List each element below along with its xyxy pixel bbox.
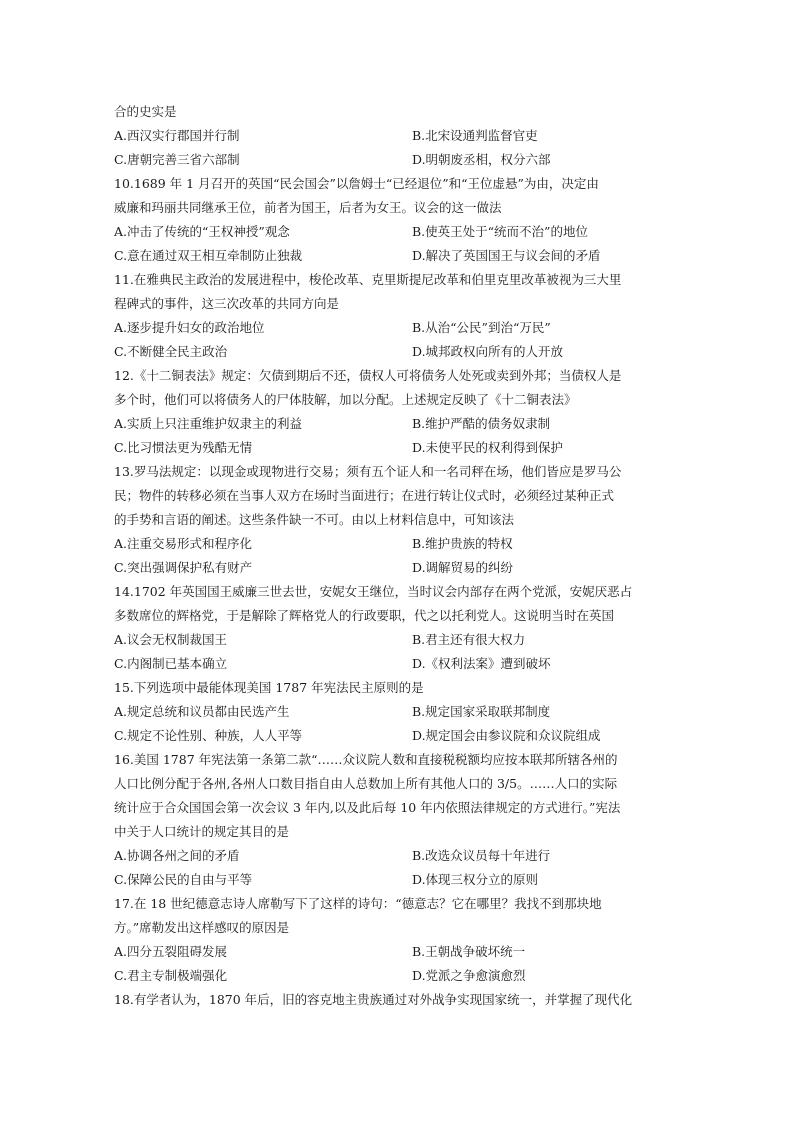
option-row [114, 940, 684, 964]
question-13 [114, 460, 684, 580]
option-b[interactable]: B.使英王处于“统而不治”的地位 [412, 224, 588, 239]
question-text: 12.《十二铜表法》规定：欠债到期后不还，债权人可将债务人处死或卖到外邦；当债权人是 [114, 368, 622, 383]
question-15 [114, 676, 684, 748]
option-row [114, 868, 684, 892]
option-row [114, 316, 684, 340]
option-row [114, 556, 684, 580]
question-text: 方。”席勒发出这样感叹的原因是 [114, 920, 290, 935]
option-a[interactable]: A.注重交易形式和程序化 [114, 536, 253, 551]
question-text: 15.下列选项中最能体现美国 1787 年宪法民主原则的是 [114, 680, 424, 695]
question-text: 14.1702 年英国国王威廉三世去世，安妮女王继位，当时议会内部存在两个党派，安妮厌恶占 [114, 584, 633, 599]
option-a[interactable]: A.西汉实行郡国并行制 [114, 128, 240, 143]
option-row [114, 412, 684, 436]
question-text: 民；物件的转移必须在当事人双方在场时当面进行；在进行转让仪式时，必须经过某种正式 [114, 488, 615, 503]
option-row [114, 652, 684, 676]
option-b[interactable]: B.改选众议员每十年进行 [412, 848, 551, 863]
question-10 [114, 172, 684, 268]
question-text: 17.在 18 世纪德意志诗人席勒写下了这样的诗句：“德意志？它在哪里？我找不到那块地 [114, 896, 602, 911]
option-d[interactable]: D.体现三权分立的原则 [412, 872, 539, 887]
question-11 [114, 268, 684, 364]
option-c[interactable]: C.保障公民的自由与平等 [114, 872, 253, 887]
option-c[interactable]: C.唐朝完善三省六部制 [114, 152, 240, 167]
option-d[interactable]: D.城邦政权向所有的人开放 [412, 344, 564, 359]
option-a[interactable]: A.冲击了传统的“王权神授”观念 [114, 224, 290, 239]
option-row [114, 148, 684, 172]
option-row [114, 628, 684, 652]
option-d[interactable]: D.明朝废丞相，权分六部 [412, 152, 551, 167]
option-c[interactable]: C.君主专制极端强化 [114, 968, 228, 983]
option-row [114, 244, 684, 268]
option-d[interactable]: D.党派之争愈演愈烈 [412, 968, 526, 983]
question-14 [114, 580, 684, 676]
question-text: 中关于人口统计的规定其目的是 [114, 824, 290, 839]
question-text: 威廉和玛丽共同继承王位，前者为国王，后者为女王。议会的这一做法 [114, 200, 502, 215]
option-b[interactable]: B.规定国家采取联邦制度 [412, 704, 551, 719]
question-text: 合的史实是 [114, 104, 177, 119]
question-text: 10.1689 年 1 月召开的英国“民会国会”以詹姆士“已经退位”和“王位虚悬”为由，决定由 [114, 176, 599, 191]
option-a[interactable]: A.四分五裂阻碍发展 [114, 944, 228, 959]
question-text: 多数席位的辉格党，于是解除了辉格党人的行政要职，代之以托利党人。这说明当时在英国 [114, 608, 615, 623]
option-d[interactable]: D.解决了英国国王与议会间的矛盾 [412, 248, 601, 263]
option-b[interactable]: B.维护贵族的特权 [412, 536, 513, 551]
option-d[interactable]: D.《权利法案》遭到破坏 [412, 656, 551, 671]
option-row [114, 724, 684, 748]
option-b[interactable]: B.君主还有很大权力 [412, 632, 526, 647]
option-a[interactable]: A.议会无权制裁国王 [114, 632, 228, 647]
option-row [114, 220, 684, 244]
option-a[interactable]: A.规定总统和议员都由民选产生 [114, 704, 290, 719]
question-text: 人口比例分配于各州,各州人口数目指自由人总数加上所有其他人口的 3/5。……人口的实际 [114, 776, 618, 791]
question-16 [114, 748, 684, 892]
question-text: 程碑式的事件，这三次改革的共同方向是 [114, 296, 340, 311]
option-row [114, 700, 684, 724]
option-b[interactable]: B.从治“公民”到治“万民” [412, 320, 551, 335]
option-d[interactable]: D.规定国会由参议院和众议院组成 [412, 728, 601, 743]
option-row [114, 532, 684, 556]
option-c[interactable]: C.突出强调保护私有财产 [114, 560, 253, 575]
option-row [114, 964, 684, 988]
option-c[interactable]: C.内阁制已基本确立 [114, 656, 228, 671]
option-c[interactable]: C.比习惯法更为残酷无情 [114, 440, 253, 455]
option-d[interactable]: D.调解贸易的纠纷 [412, 560, 514, 575]
option-c[interactable]: C.不断健全民主政治 [114, 344, 228, 359]
option-d[interactable]: D.未使平民的权利得到保护 [412, 440, 564, 455]
option-row [114, 436, 684, 460]
question-18 [114, 988, 684, 1012]
option-b[interactable]: B.维护严酷的债务奴隶制 [412, 416, 551, 431]
option-a[interactable]: A.协调各州之间的矛盾 [114, 848, 240, 863]
question-text: 多个时，他们可以将债务人的尸体肢解，加以分配。上述规定反映了《十二铜表法》 [114, 392, 577, 407]
option-b[interactable]: B.王朝战争破坏统一 [412, 944, 526, 959]
option-c[interactable]: C.规定不论性别、种族，人人平等 [114, 728, 303, 743]
question-text: 11.在雅典民主政治的发展进程中，梭伦改革、克里斯提尼改革和伯里克里改革被视为三大里 [114, 272, 622, 287]
question-list [114, 100, 684, 1012]
question-12 [114, 364, 684, 460]
option-row [114, 124, 684, 148]
question-text: 的手势和言语的阐述。这些条件缺一不可。由以上材料信息中，可知该法 [114, 512, 515, 527]
option-row [114, 340, 684, 364]
option-b[interactable]: B.北宋设通判监督官吏 [412, 128, 538, 143]
option-a[interactable]: A.逐步提升妇女的政治地位 [114, 320, 265, 335]
question-text: 13.罗马法规定：以现金或现物进行交易；须有五个证人和一名司秤在场，他们皆应是罗马公 [114, 464, 622, 479]
option-c[interactable]: C.意在通过双王相互牵制防止独裁 [114, 248, 303, 263]
question-17 [114, 892, 684, 988]
question-text: 18.有学者认为，1870 年后，旧的容克地主贵族通过对外战争实现国家统一，并掌握了现代化 [114, 992, 633, 1007]
option-a[interactable]: A.实质上只注重维护奴隶主的利益 [114, 416, 303, 431]
question-text: 统计应于合众国国会第一次会议 3 年内,以及此后每 10 年内依照法律规定的方式进行。”宪法 [114, 800, 621, 815]
option-row [114, 844, 684, 868]
question-text: 16.美国 1787 年宪法第一条第二款“……众议院人数和直接税税额均应按本联邦所辖各州的 [114, 752, 618, 767]
question-9 [114, 100, 684, 172]
